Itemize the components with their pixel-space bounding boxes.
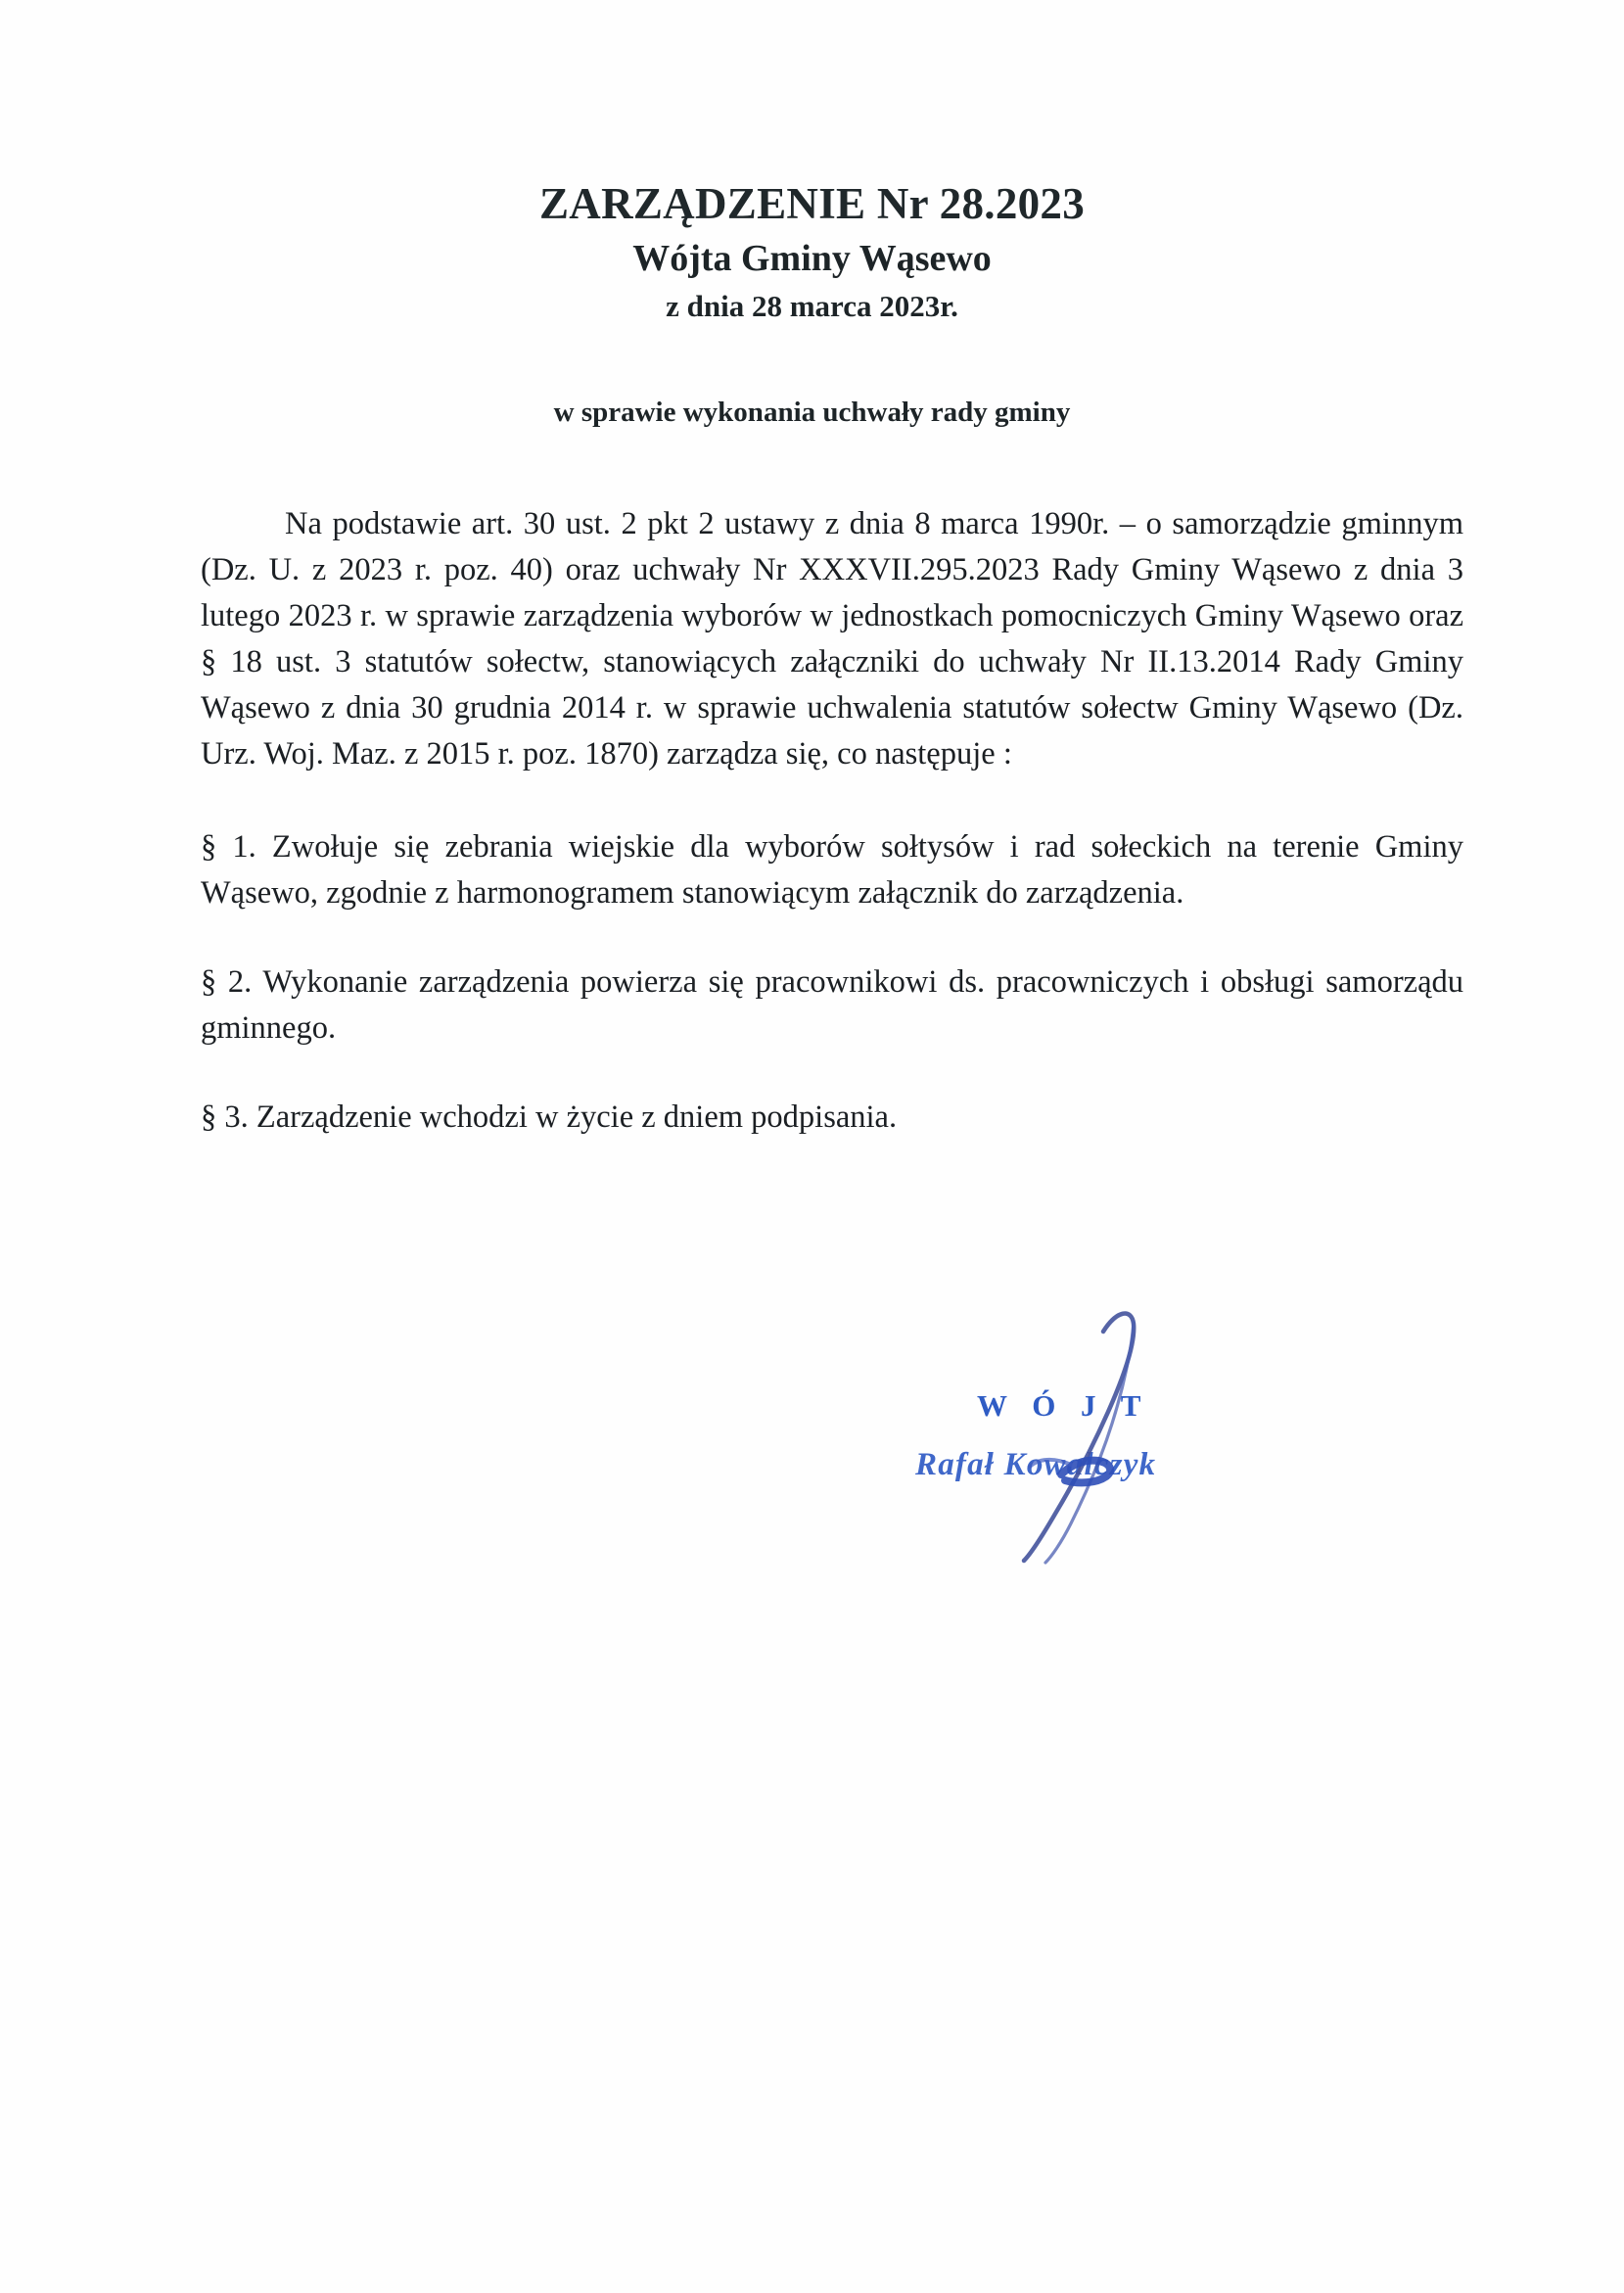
paragraph-section-3: § 3. Zarządzenie wchodzi w życie z dniem podpisania. [201, 1100, 898, 1135]
document-date: z dnia 28 marca 2023r. [666, 288, 958, 323]
signature-block [861, 1302, 1312, 1567]
paragraph-preamble: Na podstawie art. 30 ust. 2 pkt 2 ustawy z dnia 8 marca 1990r. – o samorządzie gminnym (Dz. U. z 2023 r. poz. 40) oraz uchwały Nr XXXVII.295.2023 Rady Gminy Wąsewo z dnia 3 lutego 2023 r. w sprawie zarządzenia wyborów w jednostkach pomocniczych Gminy Wąsewo oraz § 18 ust. 3 statutów sołectw, stanowiących załączniki do uchwały Nr II.13.2014 Rady Gminy Wąsewo z dnia 30 grudnia 2014 r. w sprawie uchwalenia statutów sołectw Gminy Wąsewo (Dz. Urz. Woj. Maz. z 2015 r. poz. 1870) zarządza się, co następuje : [201, 506, 1463, 772]
document-subject: w sprawie wykonania uchwały rady gminy [553, 397, 1071, 428]
paragraph-section-1: § 1. Zwołuje się zebrania wiejskie dla wyborów sołtysów i rad sołeckich na terenie Gminy Wąsewo, zgodnie z harmonogramem stanowiącym załącznik do zarządzenia. [201, 829, 1463, 911]
signature-name-label: Rafał Kowalczyk [915, 1447, 1157, 1482]
document-authority: Wójta Gminy Wąsewo [632, 238, 992, 280]
document-body [201, 501, 1463, 1141]
signature-stamp [861, 1302, 1312, 1567]
signature-role-label: W Ó J T [977, 1388, 1150, 1423]
paragraph-section-2: § 2. Wykonanie zarządzenia powierza się pracownikowi ds. pracowniczych i obsługi samorządu gminnego. [201, 964, 1463, 1046]
document-header [0, 178, 1624, 325]
page-title: ZARZĄDZENIE Nr 28.2023 [538, 179, 1086, 228]
